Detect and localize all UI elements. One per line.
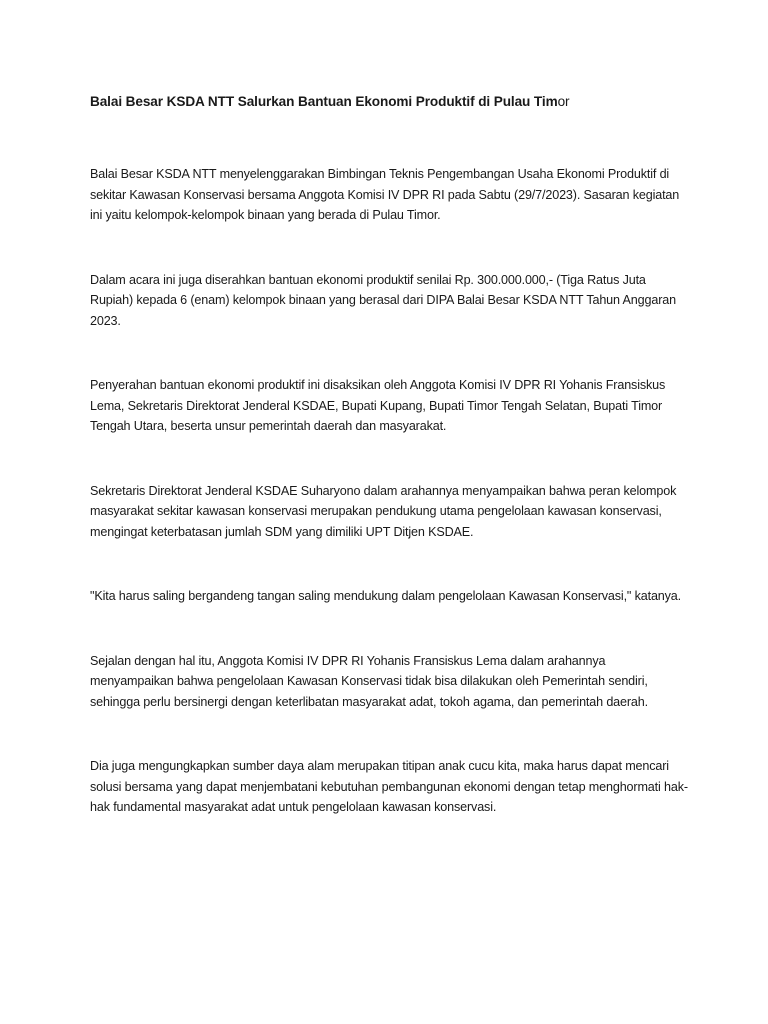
paragraph-7: Dia juga mengungkapkan sumber daya alam merupakan titipan anak cucu kita, maka harus dapat mencari solusi bersama yang dapat menjembatani kebutuhan pembangunan ekonomi dengan tetap menghormati hak-hak fundamental masyarakat adat untuk pengelolaan kawasan konservasi.	[90, 759, 688, 814]
document-title-main: Balai Besar KSDA NTT Salurkan Bantuan Ekonomi Produktif di Pulau Tim	[90, 94, 558, 109]
paragraph-2: Dalam acara ini juga diserahkan bantuan ekonomi produktif senilai Rp. 300.000.000,- (Tiga Ratus Juta Rupiah) kepada 6 (enam) kelompok binaan yang berasal dari DIPA Balai Besar KSDA NTT Tahun Anggaran 2023.	[90, 272, 676, 328]
document-title-tail: or	[557, 94, 570, 109]
paragraph-3: Penyerahan bantuan ekonomi produktif ini disaksikan oleh Anggota Komisi IV DPR RI Yohanis Fransiskus Lema, Sekretaris Direktorat Jenderal KSDAE, Bupati Kupang, Bupati Timor Tengah Selatan, Bupati Timor Tengah Utara, beserta unsur pemerintah daerah dan masyarakat.	[90, 378, 666, 433]
paragraph-6: Sejalan dengan hal itu, Anggota Komisi IV DPR RI Yohanis Fransiskus Lema dalam arahannya menyampaikan bahwa pengelolaan Kawasan Konservasi tidak bisa dilakukan oleh Pemerintah sendiri, sehingga perlu bersinergi dengan keterlibatan masyarakat adat, tokoh agama, dan pemerintah daerah.	[90, 653, 648, 709]
document-title	[90, 92, 690, 112]
paragraph-1: Balai Besar KSDA NTT menyelenggarakan Bimbingan Teknis Pengembangan Usaha Ekonomi Produktif di sekitar Kawasan Konservasi bersama Anggota Komisi IV DPR RI pada Sabtu (29/7/2023). Sasaran kegiatan ini yaitu kelompok-kelompok binaan yang berada di Pulau Timor.	[90, 167, 680, 222]
paragraph-5: "Kita harus saling bergandeng tangan saling mendukung dalam pengelolaan Kawasan Konservasi," katanya.	[90, 589, 682, 603]
document-body	[90, 92, 690, 862]
paragraph-4: Sekretaris Direktorat Jenderal KSDAE Suharyono dalam arahannya menyampaikan bahwa peran kelompok masyarakat sekitar kawasan konservasi merupakan pendukung utama pengelolaan kawasan konservasi, mengingat keterbatasan jumlah SDM yang dimiliki UPT Ditjen KSDAE.	[90, 483, 677, 539]
